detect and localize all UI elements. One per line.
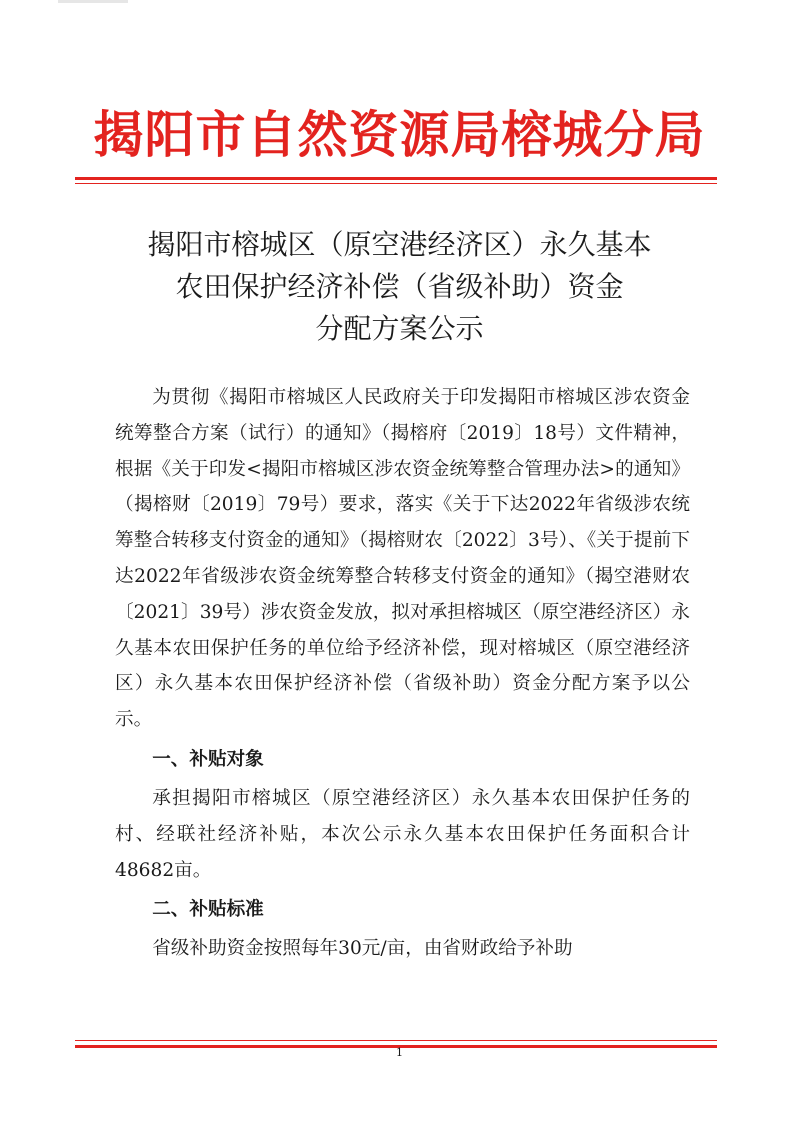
section-2-heading: 二、补贴标准	[152, 899, 264, 921]
document-title	[0, 224, 799, 350]
document-title-line-2: 农田保护经济补偿（省级补助）资金	[175, 270, 624, 303]
document-title-line-1: 揭阳市榕城区（原空港经济区）永久基本	[147, 228, 652, 261]
masthead-rule-thick	[75, 177, 717, 180]
document-title-line-3: 分配方案公示	[315, 312, 484, 345]
section-2-paragraph: 省级补助资金按照每年30元/亩，由省财政给予补助	[152, 938, 573, 960]
masthead-rule-thin	[75, 183, 717, 184]
section-1-paragraph: 承担揭阳市榕城区（原空港经济区）永久基本农田保护任务的村、经联社经济补贴，本次公示永久基本农田保护任务面积合计48682亩。	[115, 787, 690, 881]
page-number: 1	[396, 1046, 403, 1059]
section-1-heading: 一、补贴对象	[152, 748, 264, 770]
scan-artifact	[58, 0, 128, 3]
document-body	[115, 380, 690, 967]
footer-rule-thin	[75, 1040, 717, 1041]
masthead-org-name: 揭阳市自然资源局榕城分局	[93, 105, 706, 164]
intro-paragraph: 为贯彻《揭阳市榕城区人民政府关于印发揭阳市榕城区涉农资金统筹整合方案（试行）的通知》（揭榕府〔2019〕18号）文件精神，根据《关于印发<揭阳市榕城区涉农资金统筹整合管理办法>的通知》（揭榕财〔2019〕79号）要求，落实《关于下达2022年省级涉农统筹整合转移支付资金的通知》（揭榕财农〔2022〕3号）、《关于提前下达2022年省级涉农资金统筹整合转移支付资金的通知》（揭空港财农〔2021〕39号）涉农资金发放，拟对承担榕城区（原空港经济区）永久基本农田保护任务的单位给予经济补偿，现对榕城区（原空港经济区）永久基本农田保护经济补偿（省级补助）资金分配方案予以公示。	[115, 387, 690, 731]
